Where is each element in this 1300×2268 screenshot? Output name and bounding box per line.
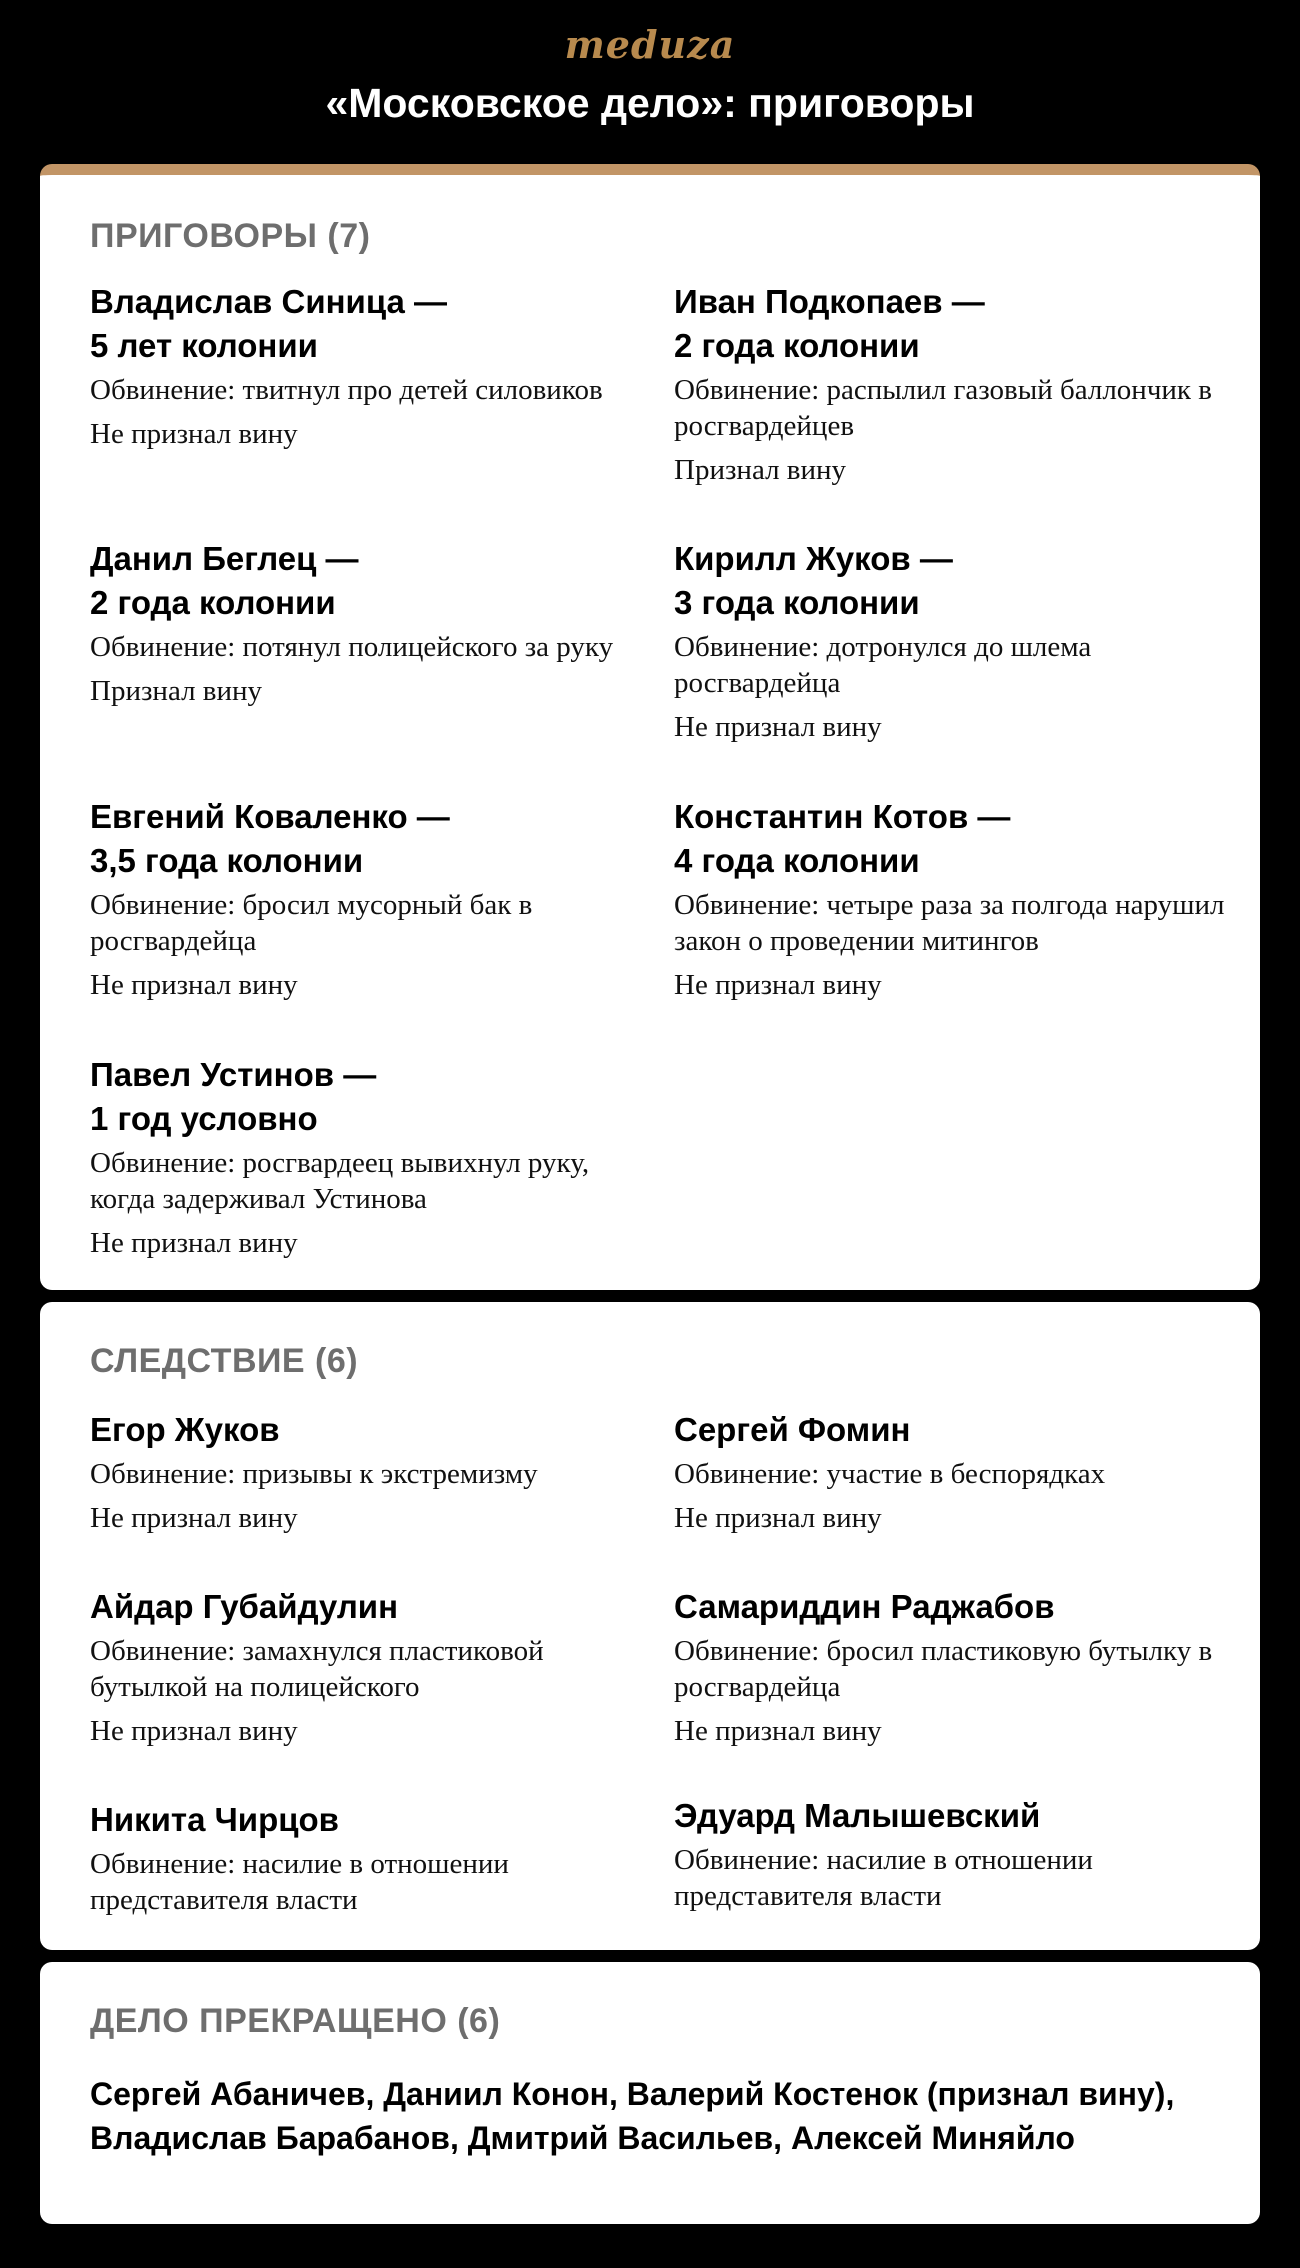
plea: Не признал вину bbox=[674, 1502, 882, 1534]
plea: Не признал вину bbox=[674, 969, 882, 1001]
plea: Не признал вину bbox=[90, 418, 298, 450]
charge: Обвинение: четыре раза за полгода нарушил закон о проведении митингов bbox=[674, 889, 1225, 957]
defendant-name: Егор Жуков bbox=[90, 1411, 280, 1448]
investigation-entry bbox=[674, 1794, 1234, 1914]
plea: Признал вину bbox=[90, 675, 263, 707]
header bbox=[0, 0, 1300, 160]
defendant-name: Эдуард Малышевский bbox=[674, 1797, 1041, 1834]
verdict-entry bbox=[90, 1053, 650, 1261]
charge: Обвинение: насилие в отношении представителя власти bbox=[674, 1844, 1093, 1912]
defendant-name: Сергей Фомин bbox=[674, 1411, 911, 1448]
plea: Не признал вину bbox=[90, 969, 298, 1001]
terminated-names: Сергей Абаничев, Даниил Конон, Валерий Костенок (признал вину), Владислав Барабанов, Дмитрий Васильев, Алексей Миняйло bbox=[90, 2076, 1175, 2156]
investigation-entry bbox=[90, 1798, 650, 1918]
verdict-entry bbox=[90, 280, 650, 452]
plea: Признал вину bbox=[674, 454, 847, 486]
charge: Обвинение: бросил мусорный бак в росгвардейца bbox=[90, 889, 533, 957]
sentence: 2 года колонии bbox=[90, 584, 336, 621]
verdict-entry bbox=[90, 795, 650, 1003]
defendant-name: Айдар Губайдулин bbox=[90, 1588, 399, 1625]
terminated-card bbox=[40, 1962, 1260, 2224]
meduza-logo[interactable]: meduza bbox=[564, 22, 736, 67]
defendant-name: Константин Котов — bbox=[674, 798, 1011, 835]
defendant-name: Данил Беглец — bbox=[90, 540, 359, 577]
defendant-name: Кирилл Жуков — bbox=[674, 540, 953, 577]
plea: Не признал вину bbox=[674, 1715, 882, 1747]
sentence: 3 года колонии bbox=[674, 584, 920, 621]
investigation-entry bbox=[674, 1408, 1249, 1536]
charge: Обвинение: росгвардеец вывихнул руку, когда задерживал Устинова bbox=[90, 1147, 590, 1215]
verdict-entry bbox=[674, 795, 1249, 1003]
page-title: «Московское дело»: приговоры bbox=[325, 80, 975, 126]
terminated-title: ДЕЛО ПРЕКРАЩЕНО (6) bbox=[90, 2002, 501, 2040]
plea: Не признал вину bbox=[90, 1715, 298, 1747]
sentence: 3,5 года колонии bbox=[90, 842, 364, 879]
charge: Обвинение: распылил газовый баллончик в росгвардейцев bbox=[674, 374, 1212, 442]
defendant-name: Евгений Коваленко — bbox=[90, 798, 450, 835]
sentence: 4 года колонии bbox=[674, 842, 920, 879]
charge: Обвинение: замахнулся пластиковой бутылкой на полицейского bbox=[90, 1635, 544, 1703]
defendant-name: Никита Чирцов bbox=[90, 1801, 339, 1838]
verdicts-title: ПРИГОВОРЫ (7) bbox=[90, 217, 371, 255]
charge: Обвинение: потянул полицейского за руку bbox=[90, 631, 614, 663]
sentence: 2 года колонии bbox=[674, 327, 920, 364]
defendant-name: Самариддин Раджабов bbox=[674, 1588, 1055, 1625]
charge: Обвинение: бросил пластиковую бутылку в росгвардейца bbox=[674, 1635, 1213, 1703]
defendant-name: Павел Устинов — bbox=[90, 1056, 377, 1093]
charge: Обвинение: насилие в отношении представителя власти bbox=[90, 1848, 509, 1916]
verdicts-card bbox=[40, 164, 1260, 1290]
verdict-entry bbox=[90, 537, 650, 709]
investigation-card bbox=[40, 1302, 1260, 1950]
defendant-name: Владислав Синица — bbox=[90, 283, 448, 320]
investigation-entry bbox=[90, 1585, 665, 1749]
sentence: 1 год условно bbox=[90, 1100, 318, 1137]
verdict-entry bbox=[674, 537, 1234, 745]
charge: Обвинение: твитнул про детей силовиков bbox=[90, 374, 603, 406]
plea: Не признал вину bbox=[90, 1227, 298, 1259]
charge: Обвинение: дотронулся до шлема росгвардейца bbox=[674, 631, 1092, 699]
defendant-name: Иван Подкопаев — bbox=[674, 283, 985, 320]
charge: Обвинение: участие в беспорядках bbox=[674, 1458, 1106, 1490]
plea: Не признал вину bbox=[90, 1502, 298, 1534]
verdict-entry bbox=[674, 280, 1234, 488]
investigation-entry bbox=[90, 1408, 650, 1536]
investigation-entry bbox=[674, 1585, 1234, 1749]
investigation-title: СЛЕДСТВИЕ (6) bbox=[90, 1342, 359, 1380]
plea: Не признал вину bbox=[674, 711, 882, 743]
sentence: 5 лет колонии bbox=[90, 327, 318, 364]
charge: Обвинение: призывы к экстремизму bbox=[90, 1458, 538, 1490]
